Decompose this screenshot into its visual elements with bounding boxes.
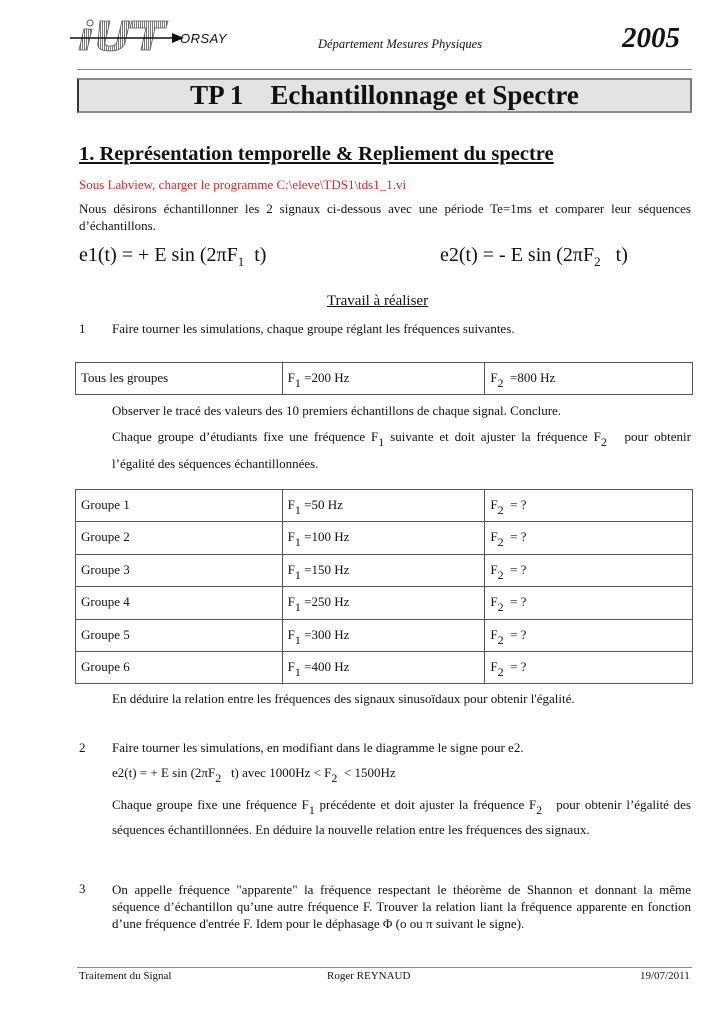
table-row: Groupe 6 $F_1 =400$ Hz $F_2$ = ?	[76, 651, 693, 683]
iut-logo-icon	[70, 18, 186, 52]
footer-course: Traitement du Signal	[79, 970, 172, 982]
table-row: Groupe 4 $F_1 =250$ Hz $F_2$ = ?	[76, 587, 693, 619]
each-group-paragraph: Chaque groupe d’étudiants fixe une fréquence $F_1$ suivante et doit ajuster la fréquence $F_2$ pour obtenir l’égalité des séquences échantillonnées.	[112, 429, 695, 471]
equation-e1: e1(t) = + E $\sin (2\pi F_1$ t)	[79, 244, 267, 269]
step2-equation: e2(t) = + E $\sin (2\pi F_2$ t) avec $1000Hz < F_2 < 1500Hz$	[112, 765, 396, 785]
table-cell-f2: $F_2 =800$ Hz	[485, 363, 693, 395]
iut-logo	[70, 18, 186, 52]
table-cell-label: Tous les groupes	[76, 363, 283, 395]
tp-number: TP 1	[190, 80, 244, 110]
year: 2005	[622, 22, 680, 54]
step-text: Faire tourner les simulations, chaque groupe réglant les fréquences suivantes.	[112, 321, 515, 336]
intro-paragraph: Nous désirons échantillonner les 2 signaux ci-dessous avec une période Te=1ms et comparer leur séquences d’échantillons.	[79, 201, 691, 233]
section-heading: 1. Représentation temporelle & Repliement du spectre	[79, 143, 554, 165]
step-number: 3	[79, 881, 86, 896]
step-number: 1	[79, 321, 86, 336]
step3-paragraph: On appelle fréquence "apparente" la fréquence respectant le théorème de Shannon et donnant la même séquence d’échantillon qu’une autre fréquence F. Trouver la relation liant la fréquence apparente en fonction d’une fréquence d'entrée F. Idem pour le déphasage Φ (o ou π suivant le signe).	[112, 882, 691, 931]
logo-location: ORSAY	[180, 31, 228, 46]
step-text: Faire tourner les simulations, en modifiant dans le diagramme le signe pour e2.	[112, 740, 524, 755]
table-cell-f1: $F_1 =200$ Hz	[282, 363, 485, 395]
table-row: Groupe 5 $F_1 =300$ Hz $F_2$ = ?	[76, 619, 693, 651]
work-subheading: Travail à réaliser	[327, 293, 429, 309]
footer-author: Roger REYNAUD	[327, 970, 411, 982]
deduce-text: En déduire la relation entre les fréquences des signaux sinusoïdaux pour obtenir l'égalité.	[112, 691, 575, 706]
footer-divider	[77, 967, 692, 968]
groups-table	[75, 489, 693, 684]
observe-text: Observer le tracé des valeurs des 10 premiers échantillons de chaque signal. Conclure.	[112, 403, 562, 418]
table-row: Groupe 2 $F_1 =100$ Hz $F_2$ = ?	[76, 522, 693, 554]
equation-e2: e2(t) = - E $\sin (2\pi F_2$ t)	[440, 244, 628, 269]
tp-name: Echantillonnage et Spectre	[270, 80, 579, 110]
step-number: 2	[79, 740, 86, 755]
table-row: Groupe 1 $F_1 =50$ Hz $F_2$ = ?	[76, 490, 693, 522]
step2-paragraph: Chaque groupe fixe une fréquence $F_1$ précédente et doit ajuster la fréquence $F_2$ pour obtenir l’égalité des séquences échantillonnées. En déduire la nouvelle relation entre les fréquences des signaux.	[112, 797, 695, 837]
table-row	[76, 363, 693, 395]
header-divider	[77, 69, 692, 70]
document-title	[77, 78, 692, 113]
footer-date: 19/07/2011	[640, 970, 690, 982]
labview-instruction: Sous Labview, charger le programme C:\eleve\TDS1\tds1_1.vi	[79, 177, 407, 192]
all-groups-table	[75, 362, 693, 395]
table-row: Groupe 3 $F_1 =150$ Hz $F_2$ = ?	[76, 554, 693, 586]
department-name: Département Mesures Physiques	[318, 37, 483, 51]
